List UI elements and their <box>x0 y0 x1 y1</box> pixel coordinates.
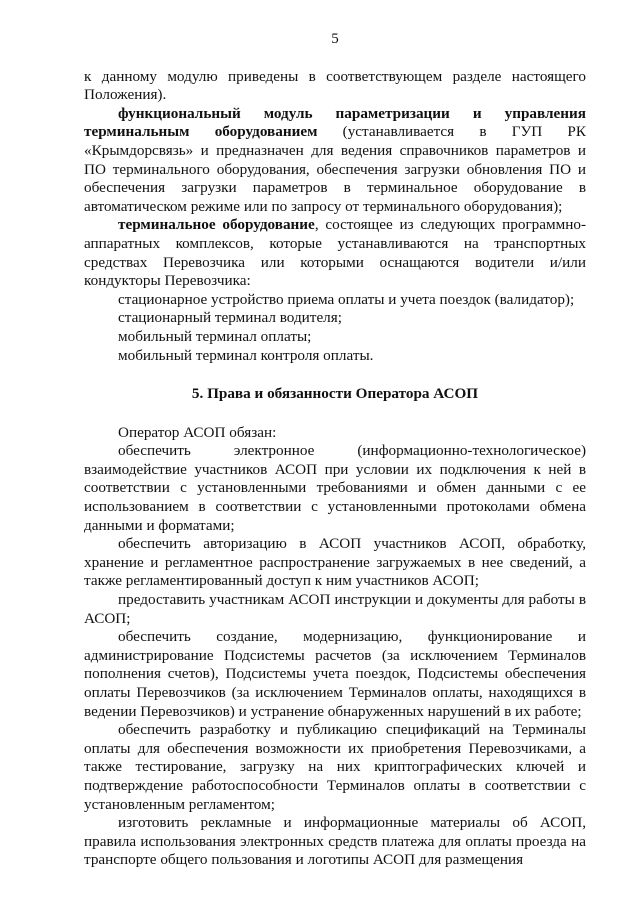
paragraph-text: (устанавливается в ГУП РК «Крымдорсвязь» и предназначен для ведения справочников параметров и ПО терминального оборудования, обеспечения загрузки обновления ПО и обеспечения загрузки параметров в терминальное оборудование в автоматическом режиме или по запросу от терминального оборудования); <box>84 123 586 215</box>
paragraph-text: к данному модулю приведены в соответствующем разделе настоящего Положения). <box>84 67 586 104</box>
obligation-paragraph: предоставить участникам АСОП инструкции и документы для работы в АСОП; <box>84 591 586 627</box>
obligation-paragraph: обеспечить электронное (информационно-технологическое) взаимодействие участников АСОП при условии их подключения к ней в соответствии с установленными требованиями и обмен данными с ее использованием в соответствии с установленными протоколами обмена данными и форматами; <box>84 442 586 534</box>
paragraph-bold-term: терминальное оборудование <box>118 216 315 234</box>
paragraph-terminal-equipment <box>84 216 586 290</box>
list-item: мобильный терминал контроля оплаты. <box>118 346 374 364</box>
obligation-paragraph: изготовить рекламные и информационные материалы об АСОП, правила использования электронных средств платежа для оплаты проезда на транспорте общего пользования и логотипы АСОП для размещения <box>84 814 586 869</box>
paragraph-bold-term: функциональный модуль параметризации и управления терминальным оборудованием <box>84 104 586 141</box>
paragraph-text: , состоящее из следующих программно-аппаратных комплексов, которые устанавливаются на транспортных средствах Перевозчика или которыми оснащаются водители и/или кондукторы Перевозчика: <box>84 216 587 290</box>
list-item: стационарное устройство приема оплаты и учета поездок (валидатор); <box>118 290 575 308</box>
terminal-equipment-list <box>84 291 586 365</box>
obligation-paragraph: обеспечить создание, модернизацию, функционирование и администрирование Подсистемы расчетов (за исключением Терминалов пополнения счетов), Подсистемы учета поездок, Подсистемы обеспечения оплаты Перевозчиков (за исключением Терминалов оплаты, находящихся в ведении Перевозчиков) и устранение обнаруженных нарушений в их работе; <box>84 628 586 720</box>
paragraph-parametrization-module <box>84 105 586 217</box>
obligation-paragraph: обеспечить разработку и публикацию спецификаций на Терминалы оплаты для обеспечения возможности их приобретения Перевозчиками, а также тестирование, загрузку на них криптографических ключей и подтверждение работоспособности Терминалов оплаты в соответствии с установленным регламентом; <box>84 721 586 813</box>
section-intro: Оператор АСОП обязан: <box>118 423 277 441</box>
list-item: мобильный терминал оплаты; <box>118 327 312 345</box>
list-item: стационарный терминал водителя; <box>118 309 342 327</box>
obligation-paragraph: обеспечить авторизацию в АСОП участников АСОП, обработку, хранение и регламентное распространение загружаемых в нее сведений, а также регламентированный доступ к ним участников АСОП; <box>84 535 586 590</box>
page-number: 5 <box>331 31 339 47</box>
document-page <box>84 30 586 870</box>
paragraph-module-reference <box>84 68 586 105</box>
section-heading: 5. Права и обязанности Оператора АСОП <box>191 385 479 403</box>
